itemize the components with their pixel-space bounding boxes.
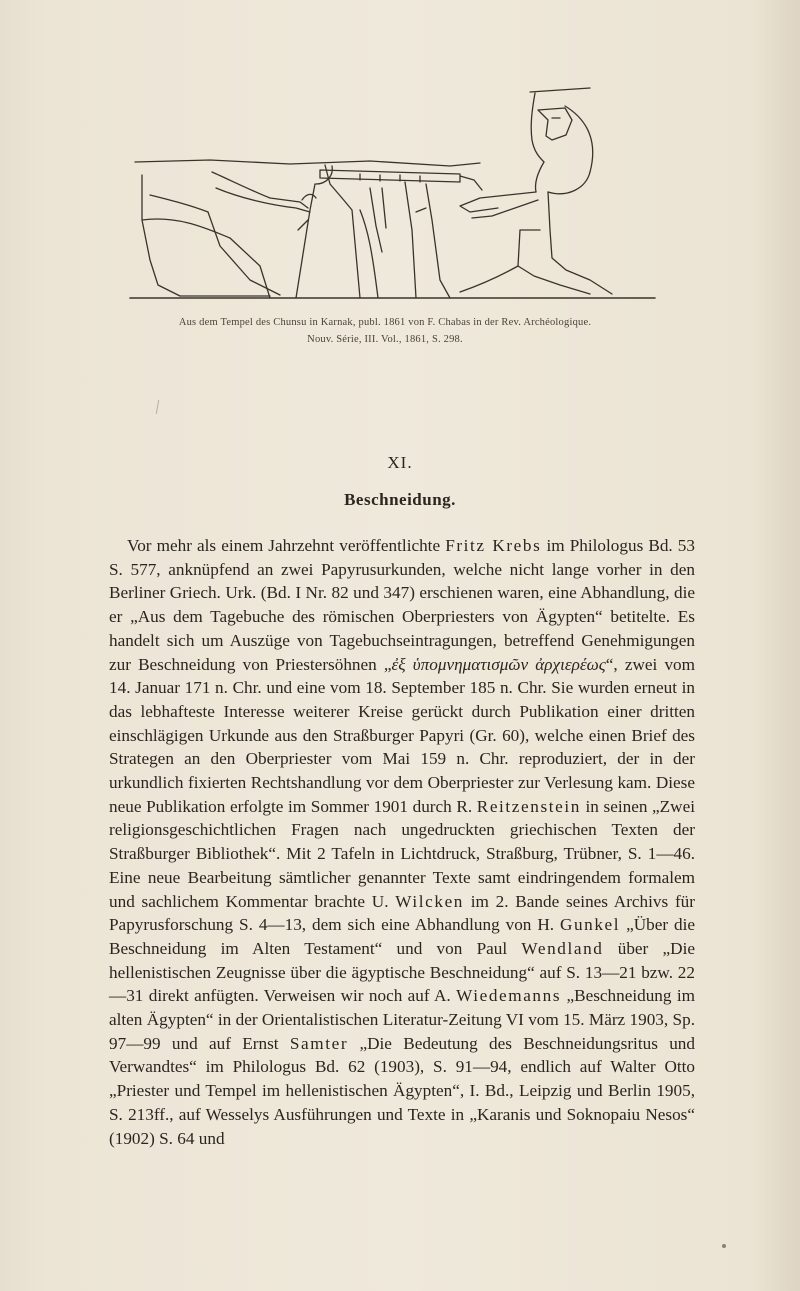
figure-caption	[105, 314, 665, 348]
text-run: Vor mehr als einem Jahrzehnt veröffentlichte	[127, 536, 446, 555]
pencil-mark	[156, 400, 159, 414]
author-name: Samter	[289, 1033, 349, 1053]
page-dot	[722, 1244, 726, 1248]
text-run: „Über die Beschneidung im Alten Testament“ und von Paul	[109, 915, 695, 958]
author-name: Gunkel	[559, 915, 621, 935]
text-run: „Die Bedeutung des Beschneidungsritus und Verwandtes“ im Philologus Bd. 62 (1903), S. 91—94, endlich auf Walter Otto „Priester und Tempel im hellenistischen Ägypten“, I. Bd., Leipzig und Berlin 1905, S. 213ff., auf Wesselys Ausführungen und Texte in „Karanis und Soknopaiu Nesos“ (1902) S. 64 und	[109, 1033, 695, 1148]
relief-illustration	[120, 80, 660, 305]
paragraph	[109, 534, 695, 1150]
text-run: über „Die hellenistischen Zeugnisse über die ägyptische Beschneidung“ auf S. 13—21 bzw. 22—31 direkt anfügten. Verweisen wir noch auf A.	[109, 938, 695, 1006]
author-name: Wilcken	[395, 891, 464, 911]
text-run: “, zwei vom 14. Januar 171 n. Chr. und eine vom 18. September 185 n. Chr. Sie wurden erneut in das lebhafteste Interesse weiterer Kreise gerückt durch Publikation einer dritten einschlägigen Urkunde aus den Straßburger Papyri (Gr. 60), welche einen Brief des Strategen an den Oberpriester vom Mai 159 n. Chr. reproduziert, der in der urkundlich fixierten Rechtshandlung vor dem Oberpriester zur Verlesung kam. Diese neue Publikation erfolgte im Sommer 1901 durch R.	[109, 654, 695, 816]
text-run: „Beschneidung im alten Ägypten“ in der Orientalistischen Literatur-Zeitung VI vom 15. März 1903, Sp. 97—99 und auf Ernst	[109, 986, 695, 1053]
body-text	[109, 534, 695, 1150]
caption-line-1: Aus dem Tempel des Chunsu in Karnak, publ. 1861 von F. Chabas in der Rev. Archéologique.	[178, 317, 592, 328]
author-name: Reitzenstein	[476, 796, 581, 816]
author-name: Wiedemanns	[456, 986, 562, 1006]
chapter-title: Beschneidung.	[344, 490, 456, 509]
circumcision-relief-drawing	[120, 80, 660, 305]
caption-line-2: Nouv. Série, III. Vol., 1861, S. 298.	[307, 334, 463, 345]
text-run: im 2. Bande seines Archivs für Papyrusforschung S. 4—13, dem sich eine Abhandlung von H.	[109, 891, 695, 935]
author-name: Wendland	[521, 938, 604, 958]
text-run: in seinen „Zwei religionsgeschichtlichen Fragen nach ungedruckten griechischen Texten der Straßburger Bibliothek“. Mit 2 Tafeln in Lichtdruck, Straßburg, Trübner, S. 1—46. Eine neue Bearbeitung sämtlicher genannter Texte samt eindringendem formalem und sachlichem Kommentar brachte U.	[109, 796, 695, 911]
author-name: Fritz Krebs	[445, 536, 542, 555]
chapter-number: XI.	[387, 453, 413, 472]
text-run: im Philologus Bd. 53 S. 577, anknüpfend an zwei Papyrusurkunden, welche nicht lange vorher in den Berliner Griech. Urk. (Bd. I Nr. 82 und 347) erschienen waren, eine Abhandlung, die er „Aus dem Tagebuche des römischen Oberpriesters von Ägypten“ betitelte. Es handelt sich um Auszüge von Tagebuchseintragungen, betreffend Genehmigungen zur Beschneidung von Priestersöhnen „	[109, 536, 695, 674]
greek-quote: ἐξ ὑπομνηματισμῶν ἀρχιερέως	[391, 654, 606, 674]
